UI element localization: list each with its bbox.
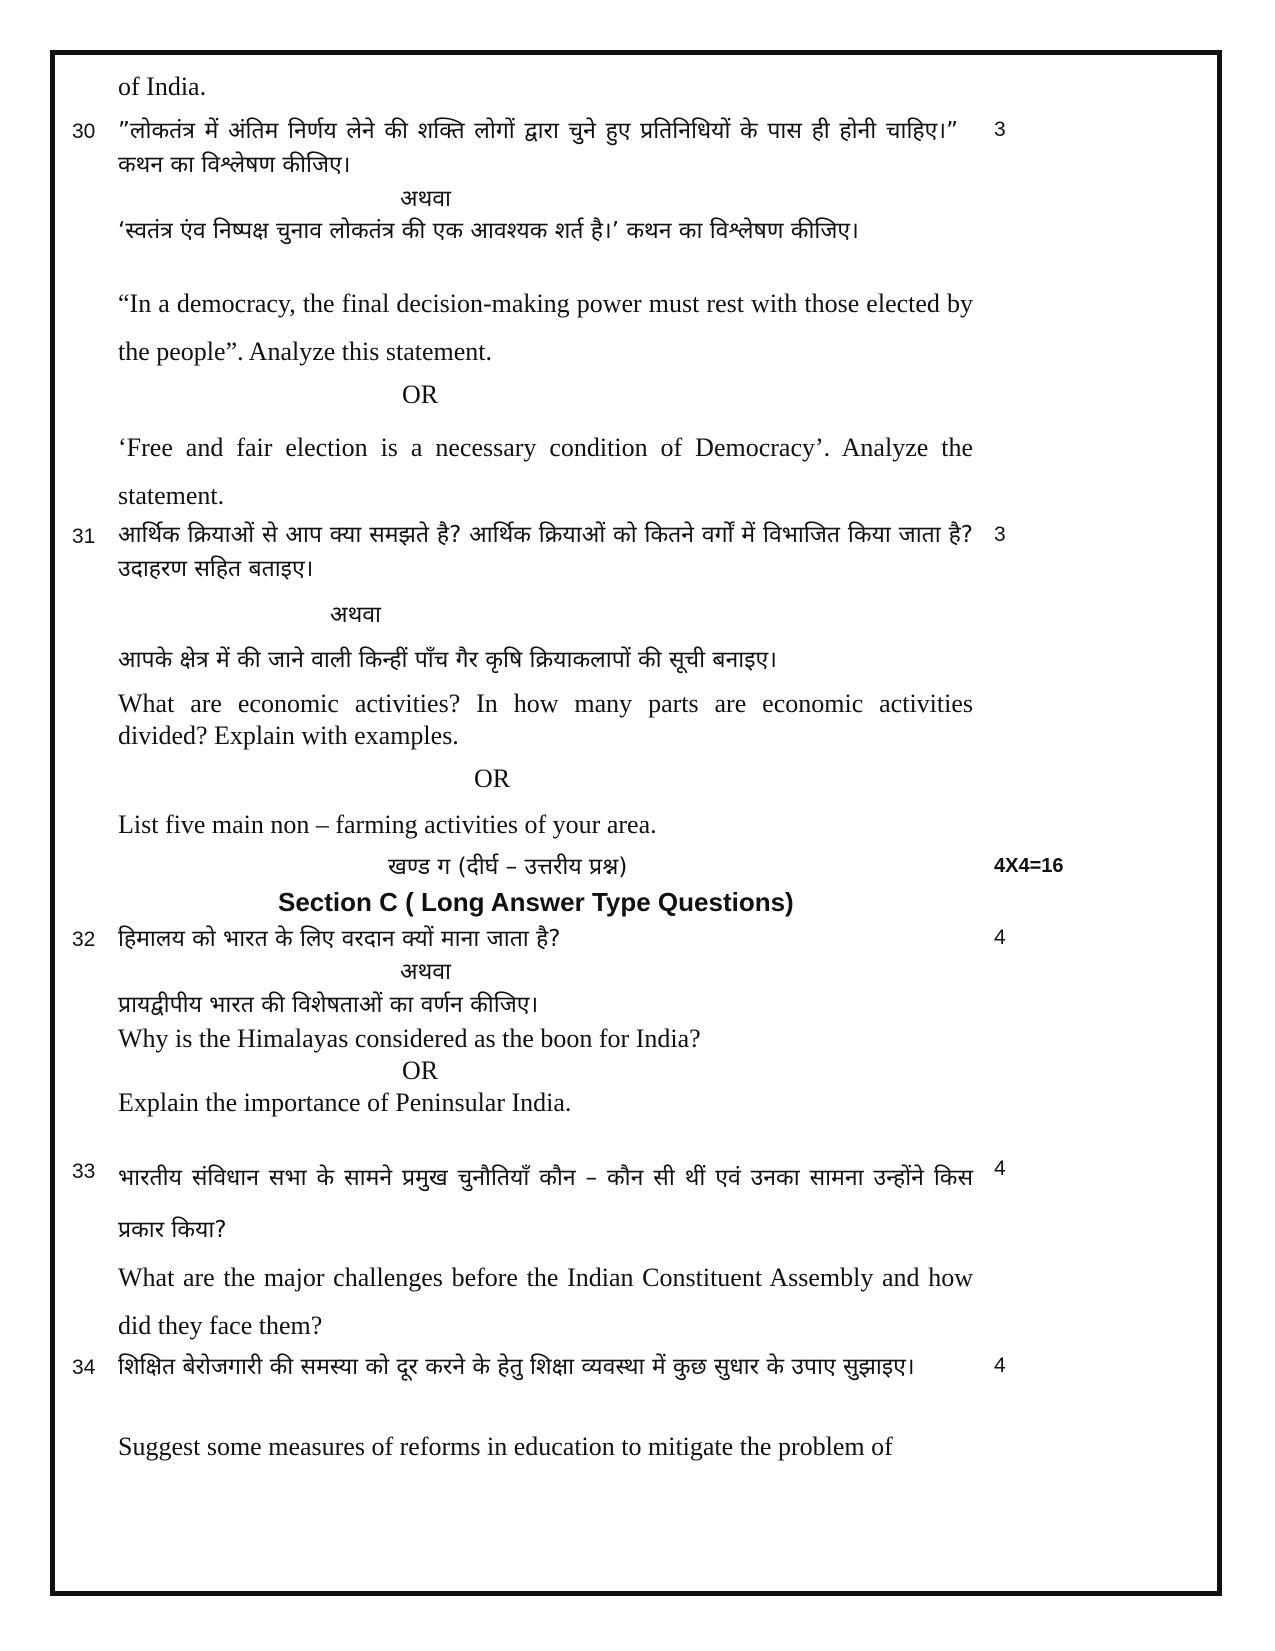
question-marks: 4 [994, 1354, 1006, 1377]
english-alternative: Explain the importance of Peninsular India. [118, 1088, 572, 1117]
english-or: OR [402, 1056, 439, 1085]
continuation-text: of India. [118, 72, 207, 101]
hindi-question: हिमालय को भारत के लिए वरदान क्यों माना जाता है? [118, 926, 561, 952]
english-question: What are the major challenges before the Indian Constituent Assembly and how did they face them? [118, 1263, 973, 1340]
question-marks: 3 [994, 118, 1006, 141]
hindi-alternative: ‘स्वतंत्र एंव निष्पक्ष चुनाव लोकतंत्र की एक आवश्यक शर्त है।’ कथन का विश्लेषण कीजिए। [118, 218, 859, 244]
english-or: OR [474, 764, 511, 793]
hindi-question: शिक्षित बेरोजगारी की समस्या को दूर करने के हेतु शिक्षा व्यवस्था में कुछ सुधार के उपाए सुझाइए। [118, 1354, 915, 1380]
question-number: 34 [72, 1356, 96, 1379]
english-or: OR [402, 380, 439, 409]
english-question: “In a democracy, the final decision-making power must rest with those elected by the people”. Analyze this statement. [118, 289, 973, 366]
hindi-or: अथवा [400, 959, 452, 985]
question-number: 30 [72, 120, 96, 143]
question-number: 32 [72, 928, 96, 951]
hindi-question: ”लोकतंत्र में अंतिम निर्णय लेने की शक्ति लोगों द्वारा चुने हुए प्रतिनिधियों के पास ही होनी चाहिए।” कथन का विश्लेषण कीजिए। [118, 118, 958, 178]
question-marks: 4 [994, 1157, 1006, 1180]
hindi-question: आर्थिक क्रियाओं से आप क्या समझते है? आर्थिक क्रियाओं को कितने वर्गों में विभाजित किया जाता है? उदाहरण सहित बताइए। [118, 522, 973, 582]
english-alternative: List five main non – farming activities of your area. [118, 810, 657, 839]
english-question: Suggest some measures of reforms in education to mitigate the problem of [118, 1432, 893, 1461]
section-c-english-title: Section C ( Long Answer Type Questions) [278, 887, 794, 917]
question-marks: 3 [994, 523, 1006, 546]
question-marks: 4 [994, 926, 1006, 949]
section-c-hindi-title: खण्ड ग (दीर्घ – उत्तरीय प्रश्न) [388, 854, 628, 880]
hindi-or: अथवा [330, 602, 382, 628]
hindi-question: भारतीय संविधान सभा के सामने प्रमुख चुनौतियाँ कौन – कौन सी थीं एवं उनका सामना उन्होंने किस प्रकार किया? [118, 1165, 973, 1243]
english-question: What are economic activities? In how many parts are economic activities divided? Explain with examples. [118, 689, 973, 750]
english-alternative: ‘Free and fair election is a necessary condition of Democracy’. Analyze the statement. [118, 433, 973, 510]
question-number: 33 [72, 1160, 96, 1183]
english-question: Why is the Himalayas considered as the boon for India? [118, 1024, 701, 1053]
hindi-alternative: आपके क्षेत्र में की जाने वाली किन्हीं पाँच गैर कृषि क्रियाकलापों की सूची बनाइए। [118, 647, 777, 673]
hindi-alternative: प्रायद्वीपीय भारत की विशेषताओं का वर्णन कीजिए। [118, 992, 539, 1018]
section-c-marks: 4X4=16 [994, 855, 1064, 877]
hindi-or: अथवा [400, 186, 452, 212]
question-number: 31 [72, 525, 96, 548]
